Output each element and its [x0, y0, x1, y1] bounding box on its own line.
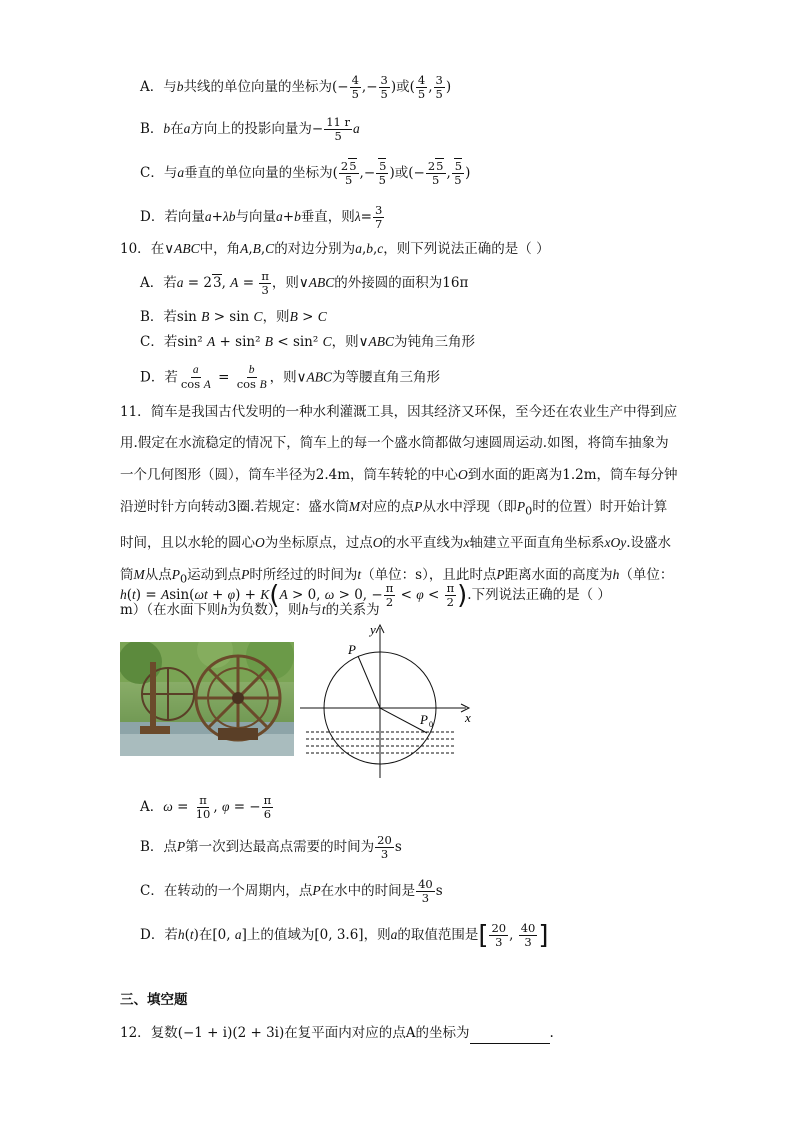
q11-formula: h(t) = Asin(ωt + φ) + K(A > 0, ω > 0, − $\frac{\pi}{2}$ < φ < $\frac{\pi}{2}$ ).下列说法正确的是（ ） — [120, 580, 611, 611]
q11-option-d: D．若h(t)在[0, a]上的值域为[0, 3.6]，则a的取值范围是[ $\frac{20}{3}$ , $\frac{40}{3}$ ] — [140, 920, 549, 951]
q11-option-c: C．在转动的一个周期内，点P在水中的时间是 $\frac{40}{3}$ s — [140, 877, 443, 905]
q11-stem: 11．简车是我国古代发明的一种水利灌溉工具，因其经济又环保，至今还在农业生产中得到应用.假定在水流稳定的情况下，简车上的每一个盛水筒都做匀速圆周运动.如图，将筒车抽象为一个几何图形（圆），筒车半径为2.4m，筒车转轮的中心O到水面的距离为1.2m，筒车每分钟沿逆时针方向转动3圈.若规定：盛水筒M对应的点P从水中浮现（即$P_0$时的位置）时开始计算时间，且以水轮的圆心O为坐标原点，过点O的水平直线为x轴建立平面直角坐标系xOy.设盛水筒M从点$P_0$运动到点P时所经过的时间为t（单位：s），且此时点P距离水面的高度为h（单位：m）（在水面下则h为负数），则h与t的关系为 — [120, 404, 678, 619]
wheel-diagram — [296, 618, 482, 784]
q12-stem: 12．复数(−1 + i)(2 + 3i)在复平面内对应的点A的坐标为 . — [120, 1022, 554, 1044]
water-wheel-photo — [120, 642, 294, 756]
q9-option-a: A．与b共线的单位向量的坐标为(− $\frac{4}{5}$ ,− $\frac{3}{5}$ )或( $\frac{4}{5}$ , $\frac{3}{5}$ ) — [140, 73, 452, 101]
x-axis-label: x — [465, 710, 471, 725]
q11-option-a: A．ω = $\frac{\pi}{10}$ , φ = − $\frac{\pi}{6}$ — [140, 793, 272, 821]
q10-option-b: B．若sin B > sin C，则B > C — [140, 309, 327, 325]
answer-blank[interactable] — [470, 1029, 550, 1044]
section-heading: 三、填空题 — [120, 992, 188, 1008]
q9-option-d: D．若向量a+λb与向量a+b垂直，则λ= $\frac{3}{7}$ — [140, 203, 383, 231]
q11-option-b: B．点P第一次到达最高点需要的时间为 $\frac{20}{3}$ s — [140, 833, 402, 861]
q10-option-c: C．若sin² A + sin² B < sin² C，则∨ABC为钝角三角形 — [140, 334, 475, 350]
point-p0-label: P — [420, 712, 428, 727]
q10-stem: 10．在∨ABC中，角A,B,C的对边分别为a,b,c，则下列说法正确的是（ ） — [120, 241, 550, 257]
q9-option-b: B．b在a方向上的投影向量为− $\frac{11 r}{5}$ a — [140, 115, 360, 143]
q9-option-c: C．与a垂直的单位向量的坐标为( $\frac{25}{5}$ ,− $\frac{5}{5}$ )或(− $\frac{25}{5}$ , $\frac{5}{5}$ ) — [140, 159, 471, 187]
q10-option-a: A．若a = 23, A = $\frac{\pi}{3}$ ，则∨ABC的外接圆的面积为16π — [140, 269, 469, 297]
svg-text:0: 0 — [429, 720, 433, 729]
q10-option-d: D．若 $\frac{a}{\text{cos A}}$ = $\frac{b}{\text{cos B}}$ ，则∨ABC为等腰直角三角形 — [140, 364, 441, 391]
point-p-label: P — [348, 642, 356, 657]
y-axis-label: y — [370, 622, 376, 637]
